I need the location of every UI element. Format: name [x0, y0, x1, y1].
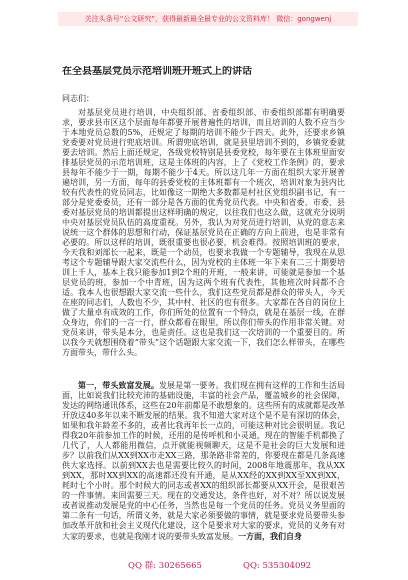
body-paragraph-2 — [62, 380, 345, 552]
paragraph-1-text: 对基层党员进行培训，中央组织部、省委组织部、市委组织部都有明确要求，要求县市区这个层面每年都要开展普遍性的培训，而且培训的人数不应当少于本地党员总数的5%，还规定了每期的培训不能少于四天。此外，还要求乡镇党委要对党员进行兜底培训。所谓兜底培训，就是县里培训不到的，乡镇党委就要去培训。然后上面还规定，各级党校特别是县委党校，每年要在主体班里面安排基层党员的示范培训班，这是主体班的内容，上了《党校工作条例》的，要求县每年不能少于一期，每期不能少于4天。所以这几年一方面在组织大家开展普遍培训，另一方面，每年的县委党校的主体班都有一个班次，培训对象为县内比较有代表性的党员同志，比如像这一期绝大多数都是村社区党组织副书记，有一部分是党委委员，还有一部分是各方面的优秀党员代表。中央和省委、市委、县委对基层党员的培训都提出这样明确的规定，以往我们也这么做，这就充分说明中央对基层党员队伍的高度重视。另外，我认为对党员进行培训，从党的意志来说统一这个群体的思想和行动，保证基层党员在正确的方向上前进，也是非常有必要的。所以这样的培训，既很重要也很必要，机会难得。按照培训班的要求，今天我和刘部长一起来，既是一个动员，也要求我做一个专题辅导，我现在从思考这个专题辅导跟大家交流些什么，因为党校的主体班一年下来有二三十期要培训上千人，基本上我只能参加1到2个班的开班，一般来讲，可能就是参加一个基层党员的班，参加一个中青班，因为这两个班有代表性，其他班次时间都不合适。我本人也很想跟大家交流一些什么，我们这些党员都是群众的带头人，今天在座的同志们，人数也不少，其中村、社区的也有很多。大家都在各自的岗位上做了大量卓有成效的工作，你们所处的位置有一个特点，就是在基层一线，在群众身边，你们的一言一行，群众都看在眼里，所以你们带头的作用非常关键。对党员来讲，带头是本分，也是责任。这也是我们这一次培训的一个重要目的。所以我今天就想围绕着“带头”这个话题跟大家交流一下，我们怎么样带头，在哪些方面带头，带什么头。 — [62, 108, 345, 357]
section-heading-lead: 第一，带头致富发展。 — [78, 380, 159, 390]
paragraph-2-text: 发展是第一要务。我们现在拥有这样的工作和生活局面，比如说我们比较充沛的基础设施，丰富的社会产品，覆盖城乡的社会保障，发达的网络通讯体系，这些在20年前都是不敢想象的。这些所有的成就都是改革开放这40多年以来不断发展的结果。我不知道大家对这个是不是有深切的体会，如果和我年龄差不多的，或者比我再年长一点的，可能这种对比会很明显。我记得我20年前参加工作的时候，还用的是传呼机和小灵通，现在的智能手机都换了几代了，人人都能用微信，点开就能视频聊天，这是不是社会的巨大发展和进步？以前我们从XX到XX市走XX三路，那条路非常差的，你要现在都是几条高速供大家选择。以前到XX去也是需要比较久的时间，2008年地震那年，我从XX到XX，那时XX到XX的高速都还没有开通，是从XX经的XX到XX至XX到XX，耗时七个小时。那个时候大的同志或者XX的组织部长都要从XX开会，是很艰苦的一件事情。来回需要三天。现在的交通发达，条件也好，对不对？所以说发展或者说推动发展是党的中心任务，当然也是每一个党员的任务。党员义务里面的第二条有一句话，所谓义务，就是大家必须要做的事情，就是要求党员要带头参加改革开放和社会主义现代化建设，这个是要求对大家的要求，党员的义务有对大家的要求，也就是我刚才说的要带头致富发展。 — [62, 381, 345, 541]
document-title: 在全县基层党员示范培训班开班式上的讲话 — [62, 66, 252, 77]
promo-banner — [58, 12, 358, 26]
salutation: 同志们： — [62, 94, 94, 103]
footer-qq-group: QQ 群: 30265665 — [128, 561, 202, 571]
body-paragraph-1 — [62, 108, 345, 370]
paragraph-2-bold-tail: 一方面，我们自身 — [238, 531, 302, 541]
promo-banner-text: 关注头条号“公文研究”，获得最新最全最专业的公文资料库！ 微信：gongwenj — [84, 15, 332, 23]
footer-qq: QQ: 535304092 — [243, 561, 312, 571]
